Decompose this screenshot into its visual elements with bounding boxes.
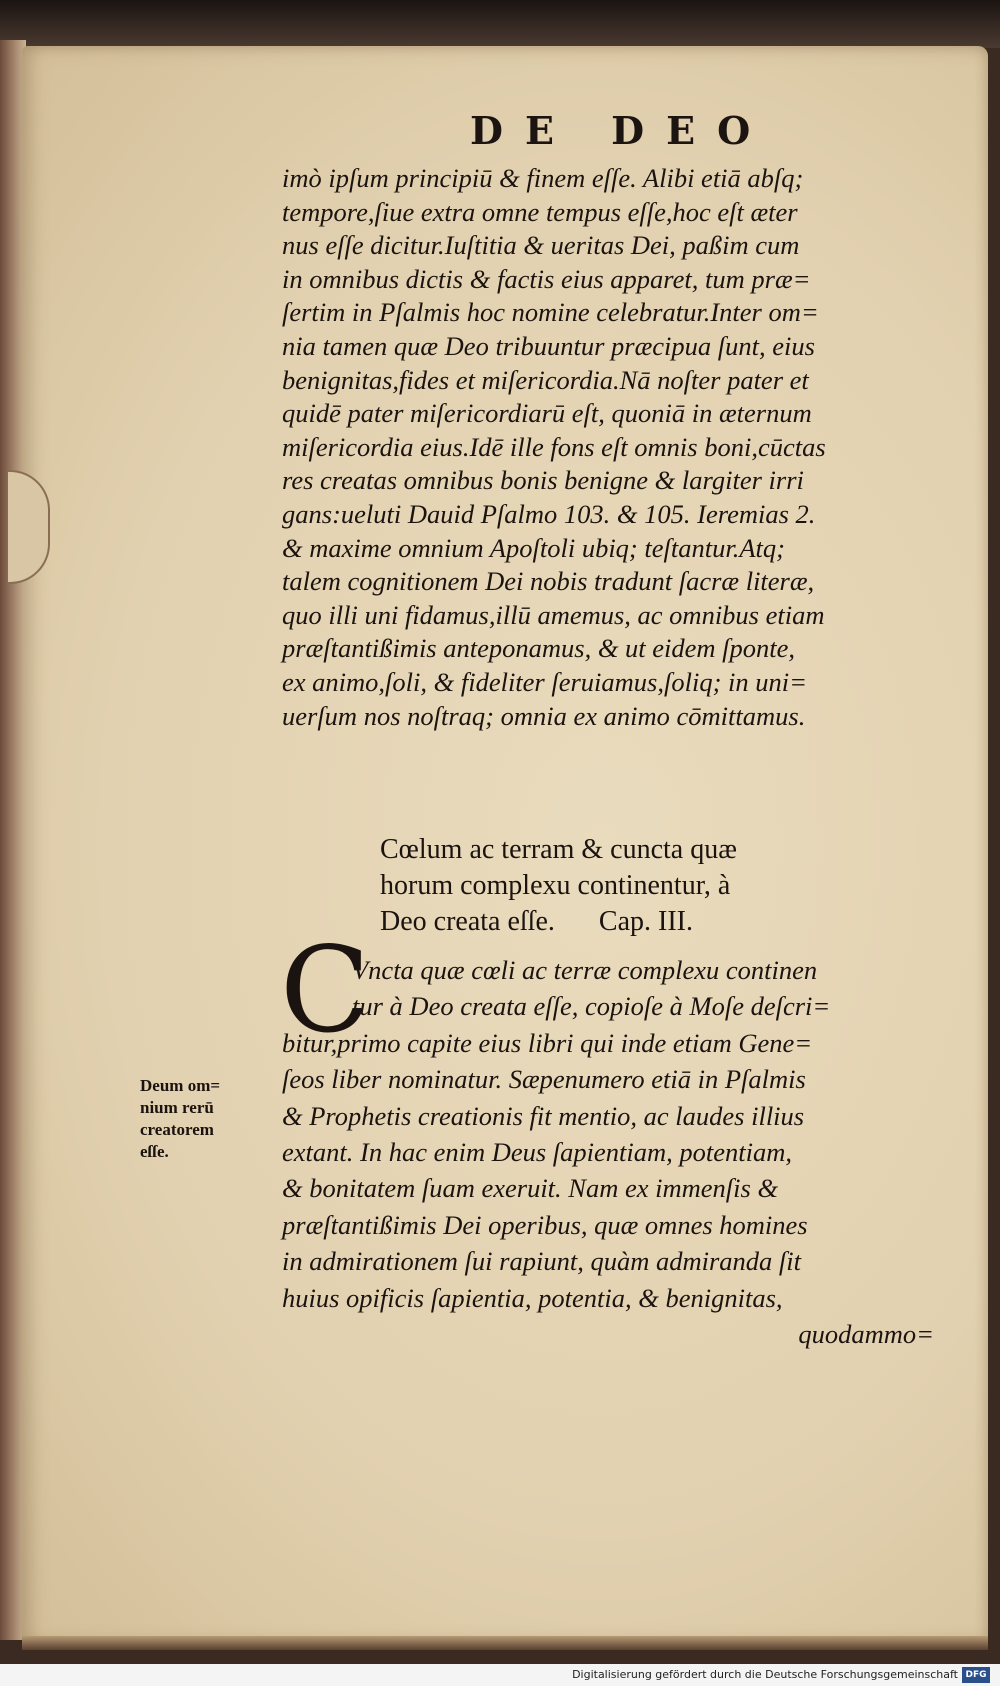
drop-cap-initial: C bbox=[280, 921, 371, 1059]
text-line: & maxime omnium Apoſtoli ubiq; teſtantur.Atq; bbox=[282, 532, 785, 563]
text-line: Vncta quæ cœli ac terræ complexu continen bbox=[352, 955, 818, 985]
scan-background-top bbox=[0, 0, 1000, 48]
marginal-note-line: Deum om= bbox=[140, 1076, 221, 1095]
text-line: nia tamen quæ Deo tribuuntur præcipua ſunt, eius bbox=[282, 330, 815, 361]
text-line: & Prophetis creationis fit mentio, ac laudes illius bbox=[282, 1100, 805, 1131]
text-line: præſtantißimis anteponamus, & ut eidem ſponte, bbox=[282, 633, 796, 664]
text-line: imò ipſum principiū & finem eſſe. Alibi etiā abſq; bbox=[282, 163, 804, 193]
chapter-body-text bbox=[282, 952, 952, 1352]
text-line: bitur,primo capite eius libri qui inde etiam Gene= bbox=[282, 1027, 813, 1058]
text-line: in omnibus dictis & factis eius apparet, tum præ= bbox=[282, 263, 811, 294]
text-line: tur à Deo creata eſſe, copioſe à Moſe deſcri= bbox=[352, 991, 831, 1022]
text-line: gans:ueluti Dauid Pſalmo 103. & 105. Ieremias 2. bbox=[282, 498, 816, 529]
text-line: nus eſſe dicitur.Iuſtitia & ueritas Dei, paßim cum bbox=[282, 230, 800, 261]
text-line: quidē pater miſericordiarū eſt, quoniā in æternum bbox=[282, 398, 812, 429]
text-line: ſeos liber nominatur. Sæpenumero etiā in Pſalmis bbox=[282, 1064, 806, 1095]
main-text-block bbox=[282, 162, 952, 733]
text-line: talem cognitionem Dei nobis tradunt ſacræ literæ, bbox=[282, 566, 815, 597]
text-line: quo illi uni fidamus,illū amemus, ac omnibus etiam bbox=[282, 599, 825, 630]
chapter-heading-line: Cœlum ac terram & cuncta quæ bbox=[380, 834, 737, 865]
text-line: ex animo,ſoli, & fideliter ſeruiamus,ſoliq; in uni= bbox=[282, 666, 808, 697]
text-line: uerſum nos noſtraq; omnia ex animo cōmittamus. bbox=[282, 700, 806, 731]
text-line: ſertim in Pſalmis hoc nomine celebratur.Inter om= bbox=[282, 297, 819, 328]
marginal-note-line: creatorem bbox=[140, 1120, 214, 1139]
footer-credit: Digitalisierung gefördert durch die Deutsche Forschungsgemeinschaft bbox=[572, 1668, 958, 1681]
text-line: extant. In hac enim Deus ſapientiam, potentiam, bbox=[282, 1137, 793, 1168]
text-line: res creatas omnibus bonis benigne & largiter irri bbox=[282, 465, 804, 496]
chapter-heading-line: horum complexu continentur, à bbox=[380, 870, 731, 901]
text-line: & bonitatem ſuam exeruit. Nam ex immenſis & bbox=[282, 1173, 779, 1204]
text-line: tempore,ſiue extra omne tempus eſſe,hoc eſt æter bbox=[282, 196, 798, 227]
page-bottom-edge bbox=[22, 1636, 988, 1650]
text-line: huius opificis ſapientia, potentia, & benignitas, bbox=[282, 1282, 783, 1313]
text-line: in admirationem ſui rapiunt, quàm admiranda ſit bbox=[282, 1246, 801, 1277]
catchword: quodammo= bbox=[798, 1319, 934, 1350]
dfg-logo-icon: DFG bbox=[962, 1667, 990, 1683]
chapter-heading-line bbox=[380, 904, 900, 940]
running-head: DE DEO bbox=[470, 108, 773, 153]
chapter-heading-line-text: Deo creata eſſe. bbox=[380, 906, 555, 937]
text-line: præſtantißimis Dei operibus, quæ omnes homines bbox=[282, 1209, 808, 1240]
marginal-note-line: eſſe. bbox=[140, 1142, 169, 1161]
marginal-note-line: nium rerū bbox=[140, 1098, 214, 1117]
marginal-note bbox=[140, 1075, 280, 1163]
chapter-heading bbox=[380, 832, 900, 940]
text-line: miſericordia eius.Idē ille fons eſt omnis boni,cūctas bbox=[282, 431, 826, 462]
text-line: benignitas,fides et miſericordia.Nā noſter pater et bbox=[282, 364, 809, 395]
chapter-number: Cap. III. bbox=[598, 906, 693, 937]
